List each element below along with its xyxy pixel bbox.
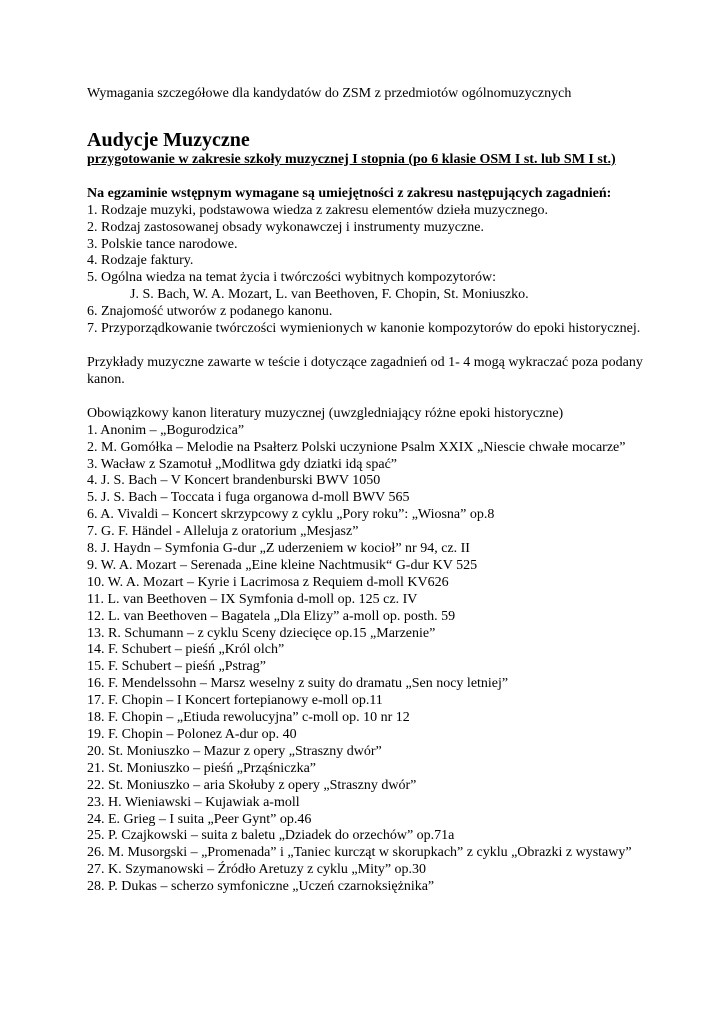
list-item: 2. Rodzaj zastosowanej obsady wykonawczej i instrumenty muzyczne.: [87, 219, 484, 235]
canon-heading: Obowiązkowy kanon literatury muzycznej (uwzgledniający różne epoki historyczne): [87, 405, 564, 421]
requirements-heading: Na egzaminie wstępnym wymagane są umiejętności z zakresu następujących zagadnień:: [87, 185, 612, 201]
list-item: 3. Wacław z Szamotuł „Modlitwa gdy dziatki idą spać”: [87, 456, 398, 472]
page-subtitle: przygotowanie w zakresie szkoły muzycznej I stopnia (po 6 klasie OSM I st. lub SM I st.): [87, 151, 616, 167]
list-item: 4. J. S. Bach – V Koncert brandenburski BWV 1050: [87, 473, 381, 489]
list-item: 28. P. Dukas – scherzo symfoniczne „Uczeń czarnoksiężnika”: [87, 879, 435, 895]
note-paragraph: Przykłady muzyczne zawarte w teście i dotyczące zagadnień od 1- 4 mogą wykraczać poza podany kanon.: [87, 354, 643, 387]
list-item: 24. E. Grieg – I suita „Peer Gynt” op.46: [87, 811, 312, 827]
list-item: 6. A. Vivaldi – Koncert skrzypcowy z cyklu „Pory roku”: „Wiosna” op.8: [87, 507, 495, 523]
document-page: [87, 86, 647, 896]
list-item: 17. F. Chopin – I Koncert fortepianowy e-moll op.11: [87, 693, 383, 709]
list-item: 25. P. Czajkowski – suita z baletu „Dziadek do orzechów” op.71a: [87, 828, 455, 844]
list-item: 4. Rodzaje faktury.: [87, 253, 194, 269]
list-item: 16. F. Mendelssohn – Marsz weselny z suity do dramatu „Sen nocy letniej”: [87, 676, 509, 692]
list-item: 15. F. Schubert – pieśń „Pstrag”: [87, 659, 266, 675]
list-item: 3. Polskie tance narodowe.: [87, 236, 238, 252]
list-item: 5. Ogólna wiedza na temat życia i twórczości wybitnych kompozytorów:: [87, 270, 496, 286]
list-item: 12. L. van Beethoven – Bagatela „Dla Elizy” a-moll op. posth. 59: [87, 608, 456, 624]
list-item: 1. Rodzaje muzyki, podstawowa wiedza z zakresu elementów dzieła muzycznego.: [87, 202, 549, 218]
list-item: 21. St. Moniuszko – pieśń „Prząśniczka”: [87, 760, 317, 776]
list-item: 23. H. Wieniawski – Kujawiak a-moll: [87, 794, 300, 810]
list-item: 11. L. van Beethoven – IX Symfonia d-moll op. 125 cz. IV: [87, 591, 418, 607]
list-item: 27. K. Szymanowski – Źródło Aretuzy z cyklu „Mity” op.30: [87, 862, 427, 878]
spacer: [87, 338, 647, 355]
list-item: 6. Znajomość utworów z podanego kanonu.: [87, 304, 333, 320]
list-item: 10. W. A. Mozart – Kyrie i Lacrimosa z Requiem d-moll KV626: [87, 574, 449, 590]
list-item: 5. J. S. Bach – Toccata i fuga organowa d-moll BWV 565: [87, 490, 410, 506]
requirements-list: [87, 203, 647, 338]
canon-list: [87, 423, 647, 896]
list-item: 7. G. F. Händel - Alleluja z oratorium „Mesjasz”: [87, 524, 359, 540]
list-item: 1. Anonim – „Bogurodzica”: [87, 422, 245, 438]
list-item: 8. J. Haydn – Symfonia G-dur „Z uderzeniem w kocioł” nr 94, cz. II: [87, 541, 470, 557]
document-intro: Wymagania szczegółowe dla kandydatów do ZSM z przedmiotów ogólnomuzycznych: [87, 86, 572, 101]
list-item: 20. St. Moniuszko – Mazur z opery „Straszny dwór”: [87, 743, 382, 759]
list-item: 26. M. Musorgski – „Promenada” i „Taniec kurcząt w skorupkach” z cyklu „Obrazki z wystawy”: [87, 845, 632, 861]
list-item: 18. F. Chopin – „Etiuda rewolucyjna” c-moll op. 10 nr 12: [87, 710, 410, 726]
composers-line: J. S. Bach, W. A. Mozart, L. van Beethoven, F. Chopin, St. Moniuszko.: [130, 287, 529, 303]
list-item: 2. M. Gomółka – Melodie na Psałterz Polski uczynione Psalm XXIX „Niescie chwałe mocarze”: [87, 439, 626, 455]
list-item: 22. St. Moniuszko – aria Skołuby z opery „Straszny dwór”: [87, 777, 417, 793]
list-item: 7. Przyporządkowanie twórczości wymienionych w kanonie kompozytorów do epoki historycznej.: [87, 321, 641, 337]
list-item: 14. F. Schubert – pieśń „Król olch”: [87, 642, 285, 658]
spacer: [87, 389, 647, 406]
list-item: 19. F. Chopin – Polonez A-dur op. 40: [87, 727, 297, 742]
list-item: 13. R. Schumann – z cyklu Sceny dziecięce op.15 „Marzenie”: [87, 625, 436, 641]
list-item: 9. W. A. Mozart – Serenada „Eine kleine Nachtmusik“ G-dur KV 525: [87, 557, 478, 573]
page-title: Audycje Muzyczne: [87, 128, 250, 151]
